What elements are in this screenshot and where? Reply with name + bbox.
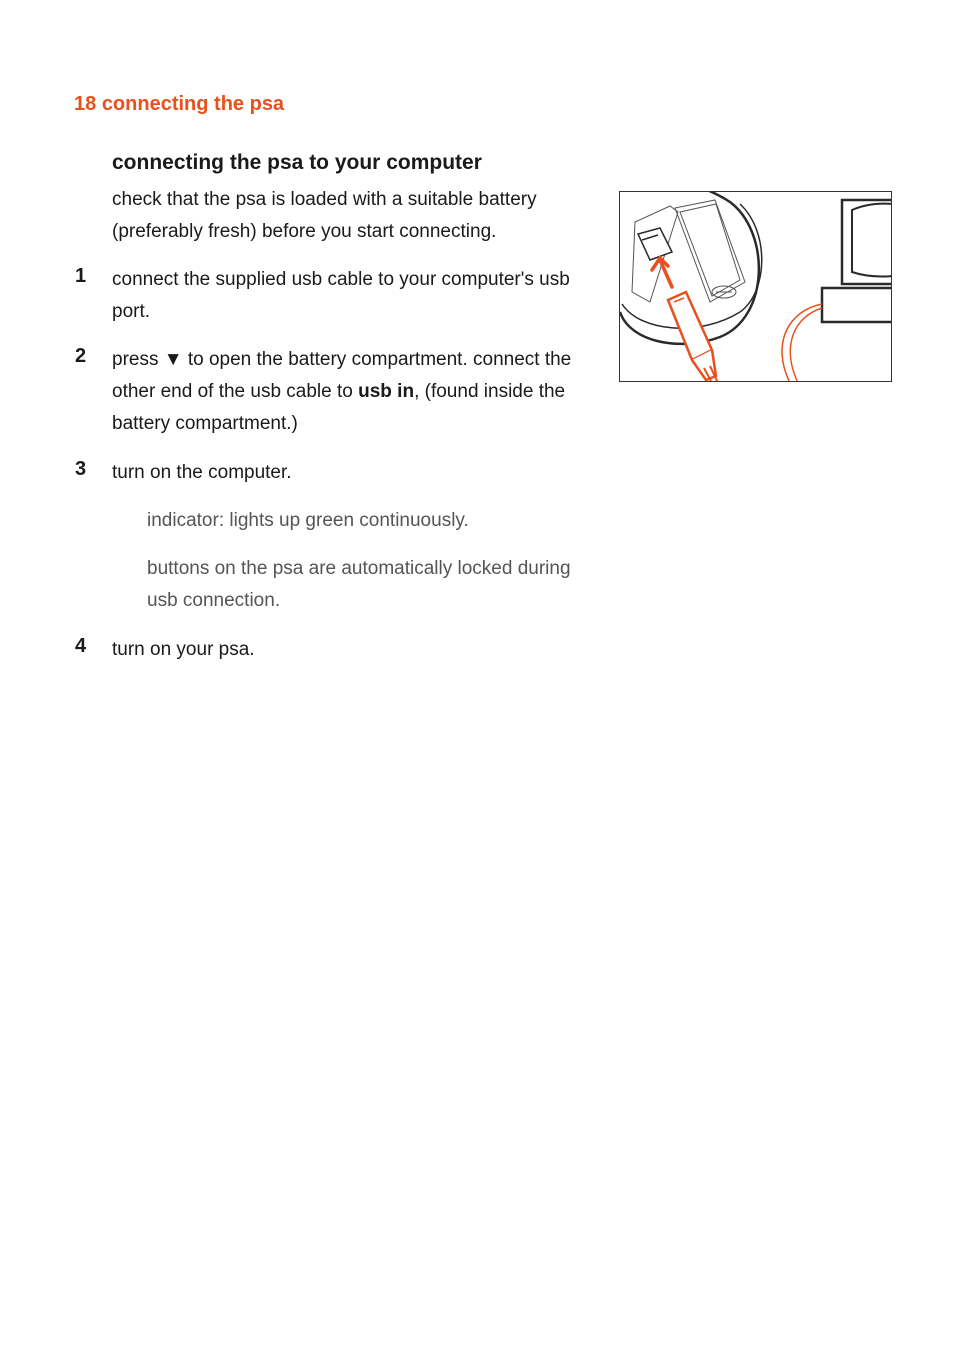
step-text-3: turn on the computer. <box>112 462 292 483</box>
usb-plug-icon <box>668 292 716 380</box>
insert-arrow-icon <box>652 258 672 287</box>
page-header-title: connecting the psa <box>101 93 285 115</box>
step-text-2 <box>112 344 592 440</box>
step-number-4: 4 <box>75 635 87 657</box>
page-number: 18 <box>74 93 97 115</box>
step-3-note-indicator: indicator: lights up green continuously. <box>147 510 469 531</box>
step-number-1: 1 <box>75 265 87 287</box>
step-3-note-buttons-locked: buttons on the psa are automatically locked during usb connection. <box>147 558 571 611</box>
section-title: connecting the psa to your computer <box>112 151 482 174</box>
step-number-3: 3 <box>75 458 87 480</box>
step-number-2: 2 <box>75 345 87 367</box>
step-2-text-end: , (found inside the battery compartment.) <box>112 381 566 434</box>
computer-monitor-icon <box>822 200 892 322</box>
step-text-1: connect the supplied usb cable to your computer's usb port. <box>112 269 570 322</box>
step-2-text-start: press <box>112 349 159 370</box>
intro-paragraph: check that the psa is loaded with a suitable battery (preferably fresh) before you start connecting. <box>112 189 537 242</box>
step-2-text-middle: to open the battery compartment. connect the other end of the usb cable to <box>112 349 572 402</box>
page-header <box>74 93 284 116</box>
step-text-4: turn on your psa. <box>112 639 255 660</box>
usb-connection-illustration <box>619 191 892 382</box>
usb-in-label: usb in <box>358 381 415 402</box>
down-triangle-icon: ▼ <box>163 349 183 370</box>
